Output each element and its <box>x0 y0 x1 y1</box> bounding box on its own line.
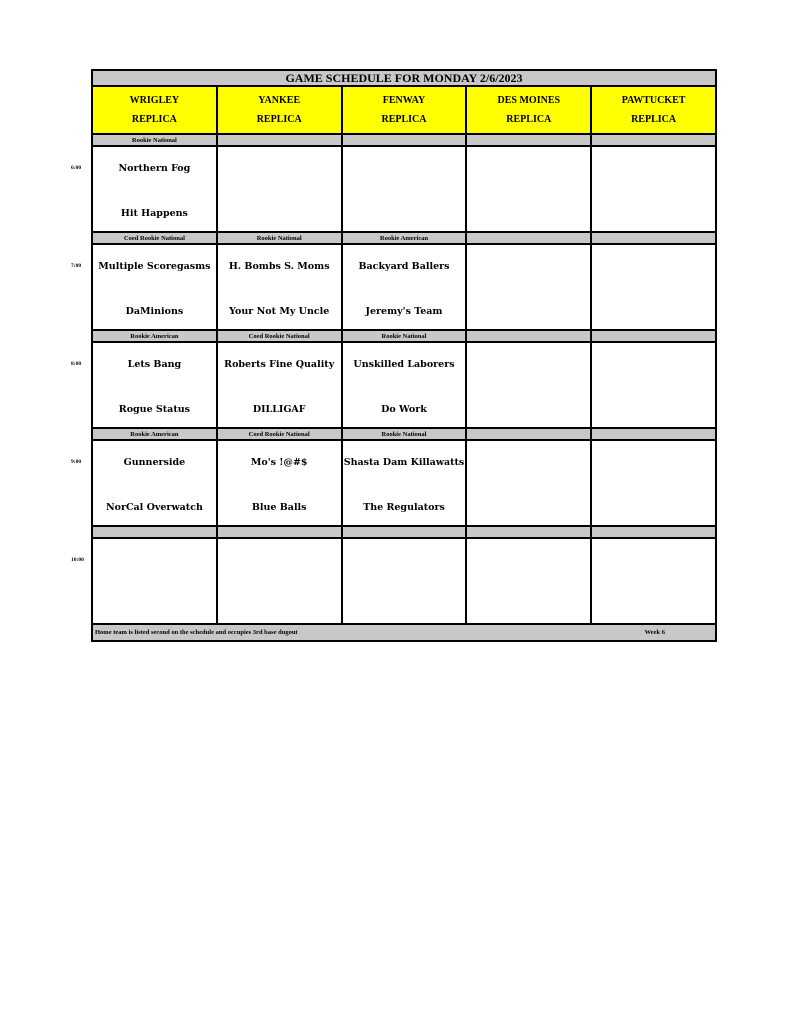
time-slot <box>71 233 717 331</box>
game-cell <box>218 343 343 429</box>
game-cell <box>91 147 218 233</box>
game-cell <box>343 539 468 625</box>
division-label <box>218 135 343 147</box>
game-cell <box>218 245 343 331</box>
division-label: Rookie American <box>343 233 468 245</box>
schedule-sheet <box>71 69 717 642</box>
division-label <box>467 135 592 147</box>
away-team: Multiple Scoregasms <box>98 261 211 272</box>
field-name: DES MOINES <box>497 95 561 106</box>
field-sub: REPLICA <box>256 114 302 125</box>
division-label <box>467 527 592 539</box>
game-cell <box>218 147 343 233</box>
field-name: FENWAY <box>382 95 426 106</box>
game-cell <box>343 441 468 527</box>
game-cell <box>91 343 218 429</box>
game-cell <box>343 245 468 331</box>
game-cell <box>218 539 343 625</box>
game-row <box>91 539 717 625</box>
time-label: 8:00 <box>71 361 82 367</box>
division-label <box>592 233 717 245</box>
game-cell <box>467 539 592 625</box>
division-label: Rookie American <box>91 331 218 343</box>
home-team: Blue Balls <box>251 502 307 513</box>
division-row <box>91 331 717 343</box>
field-header-row <box>91 87 717 135</box>
field-sub: REPLICA <box>381 114 427 125</box>
game-cell <box>91 245 218 331</box>
away-team: Backyard Ballers <box>358 261 450 272</box>
footer-note: Home team is listed second on the schedule and occupies 3rd base dugout <box>95 629 298 636</box>
away-team: Roberts Fine Quality <box>224 359 335 370</box>
division-label: Coed Rookie National <box>218 429 343 441</box>
home-team: NorCal Overwatch <box>105 502 203 513</box>
division-label <box>467 233 592 245</box>
division-label <box>592 135 717 147</box>
game-cell <box>467 245 592 331</box>
time-slot <box>71 331 717 429</box>
game-cell <box>592 343 717 429</box>
game-row <box>91 441 717 527</box>
home-team: DILLIGAF <box>252 404 306 415</box>
home-team: Your Not My Uncle <box>229 306 330 317</box>
game-cell <box>91 441 218 527</box>
game-cell <box>592 539 717 625</box>
division-label <box>467 331 592 343</box>
division-row <box>91 233 717 245</box>
away-team: Northern Fog <box>118 163 191 174</box>
game-row <box>91 245 717 331</box>
division-row <box>91 135 717 147</box>
division-label: Rookie National <box>218 233 343 245</box>
game-cell <box>218 441 343 527</box>
field-sub: REPLICA <box>631 114 677 125</box>
away-team: Shasta Dam Killawatts <box>343 457 465 468</box>
division-label <box>592 527 717 539</box>
game-cell <box>467 441 592 527</box>
division-label <box>218 527 343 539</box>
time-label: 7:00 <box>71 263 82 269</box>
time-slot <box>71 429 717 527</box>
division-label: Rookie American <box>91 429 218 441</box>
game-cell <box>467 147 592 233</box>
game-cell <box>592 147 717 233</box>
game-row <box>91 343 717 429</box>
time-slot <box>71 527 717 625</box>
division-label <box>343 135 468 147</box>
field-name: PAWTUCKET <box>621 95 686 106</box>
home-team: Do Work <box>381 404 427 415</box>
schedule-title: GAME SCHEDULE FOR MONDAY 2/6/2023 <box>91 69 717 87</box>
division-label: Rookie National <box>91 135 218 147</box>
game-cell <box>592 245 717 331</box>
time-label: 10:00 <box>71 557 84 563</box>
division-row <box>91 429 717 441</box>
field-name: YANKEE <box>258 95 301 106</box>
time-label: 9:00 <box>71 459 82 465</box>
field-name: WRIGLEY <box>129 95 180 106</box>
time-slots <box>71 135 717 625</box>
away-team: Lets Bang <box>127 359 182 370</box>
division-label <box>467 429 592 441</box>
field-sub: REPLICA <box>131 114 177 125</box>
away-team: Gunnerside <box>123 457 186 468</box>
game-cell <box>91 539 218 625</box>
division-row <box>91 527 717 539</box>
time-label: 6:00 <box>71 165 82 171</box>
game-cell <box>467 343 592 429</box>
home-team: Rogue Status <box>118 404 190 415</box>
game-cell <box>343 147 468 233</box>
field-sub: REPLICA <box>506 114 552 125</box>
away-team: Unskilled Laborers <box>353 359 455 370</box>
division-label: Rookie National <box>343 331 468 343</box>
footer-bar <box>91 625 717 642</box>
game-cell <box>343 343 468 429</box>
division-label <box>91 527 218 539</box>
home-team: The Regulators <box>363 502 445 513</box>
division-label <box>592 331 717 343</box>
home-team: Hit Happens <box>120 208 188 219</box>
field-header-des-moines <box>467 87 592 135</box>
time-slot <box>71 135 717 233</box>
home-team: DaMinions <box>125 306 184 317</box>
home-team: Jeremy's Team <box>365 306 443 317</box>
away-team: Mo's !@#$ <box>250 457 308 468</box>
division-label <box>343 527 468 539</box>
footer-week: Week 6 <box>644 629 665 636</box>
away-team: H. Bombs S. Moms <box>228 261 330 272</box>
field-header-wrigley <box>91 87 218 135</box>
game-cell <box>592 441 717 527</box>
division-label <box>592 429 717 441</box>
field-header-fenway <box>343 87 468 135</box>
field-header-pawtucket <box>592 87 717 135</box>
division-label: Coed Rookie National <box>218 331 343 343</box>
division-label: Coed Rookie National <box>91 233 218 245</box>
game-row <box>91 147 717 233</box>
field-header-yankee <box>218 87 343 135</box>
division-label: Rookie National <box>343 429 468 441</box>
